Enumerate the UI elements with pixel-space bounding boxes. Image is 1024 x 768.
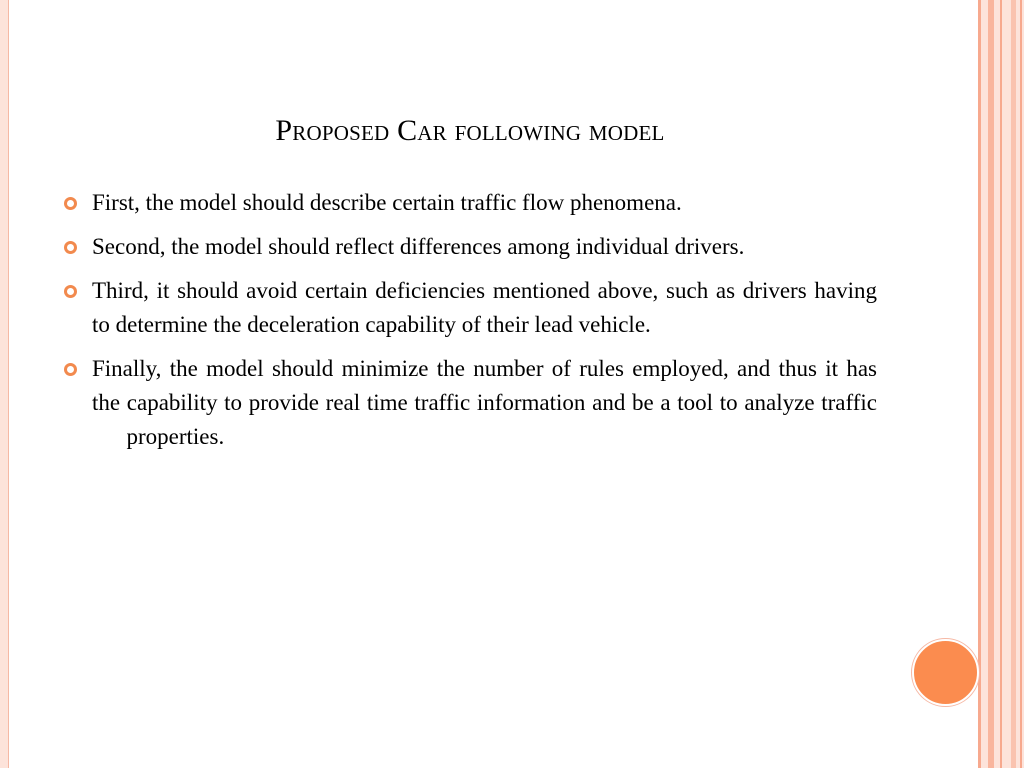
bullet-list bbox=[64, 186, 877, 464]
bullet-item bbox=[64, 352, 877, 454]
right-stripe-4 bbox=[1011, 0, 1016, 768]
bullet-item bbox=[64, 274, 877, 342]
right-stripe-2 bbox=[988, 0, 994, 768]
hollow-circle-bullet-icon bbox=[64, 241, 77, 254]
bullet-text: First, the model should describe certain traffic flow phenomena. bbox=[92, 190, 682, 215]
bullet-item bbox=[64, 186, 877, 220]
right-stripe-1 bbox=[978, 0, 981, 768]
bullet-text: Finally, the model should minimize the number of rules employed, and thus it has the capability to provide real time traffic information and be a tool to analyze traffic properties. bbox=[92, 356, 877, 449]
orange-circle-decoration bbox=[912, 639, 979, 706]
hollow-circle-bullet-icon bbox=[64, 363, 77, 376]
bullet-item bbox=[64, 230, 877, 264]
bullet-text: Second, the model should reflect differences among individual drivers. bbox=[92, 234, 745, 259]
right-stripe-5 bbox=[1020, 0, 1022, 768]
slide-title: Proposed Car following model bbox=[275, 114, 665, 147]
right-stripe-3 bbox=[1000, 0, 1002, 768]
left-edge-stripe bbox=[0, 0, 9, 768]
bullet-text: Third, it should avoid certain deficiencies mentioned above, such as drivers having to determine the deceleration capability of their lead vehicle. bbox=[92, 278, 877, 337]
hollow-circle-bullet-icon bbox=[64, 197, 77, 210]
hollow-circle-bullet-icon bbox=[64, 285, 77, 298]
